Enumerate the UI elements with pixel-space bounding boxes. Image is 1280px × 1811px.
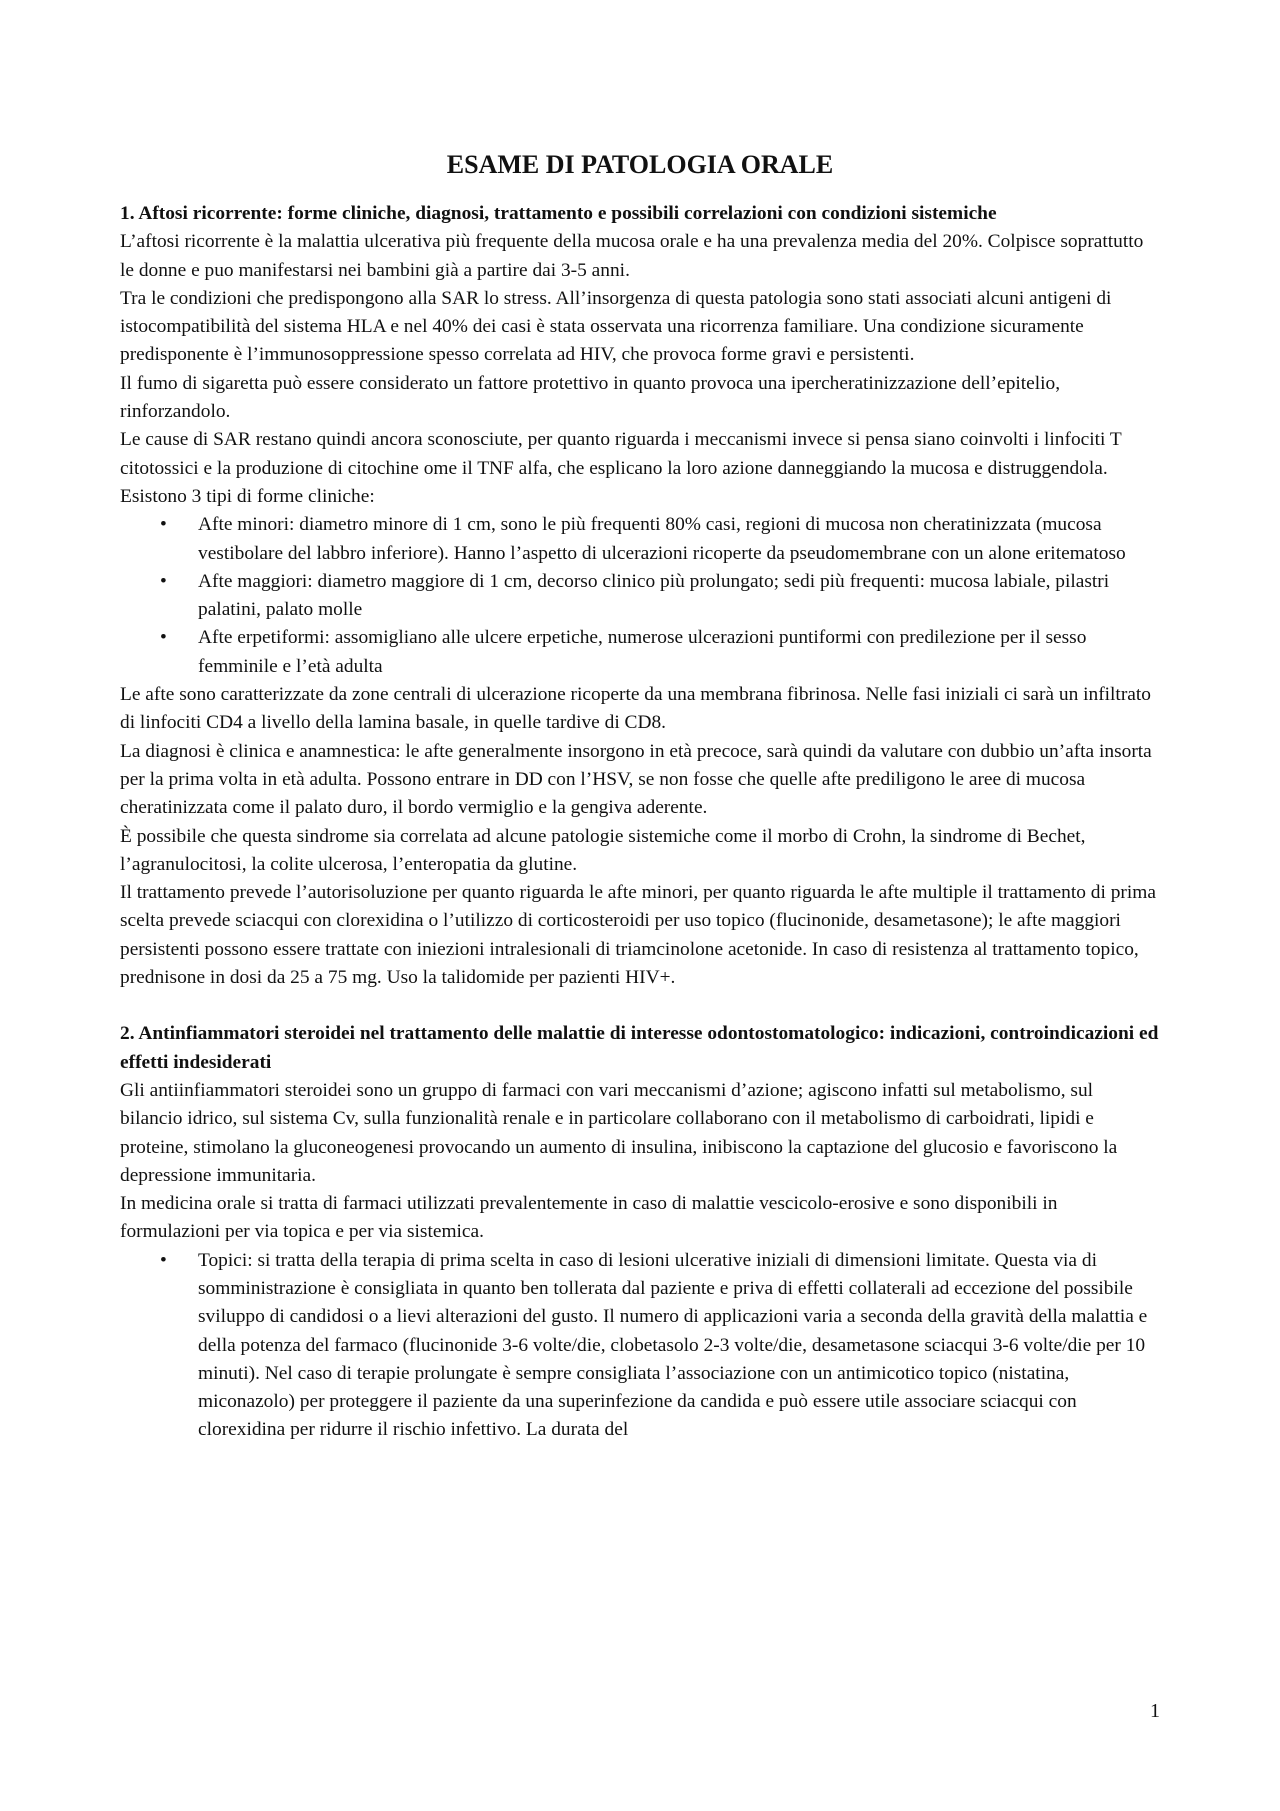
section-1-heading: 1. Aftosi ricorrente: forme cliniche, diagnosi, trattamento e possibili correlazioni con condizioni sistemiche	[120, 203, 997, 224]
section-1-paragraph: La diagnosi è clinica e anamnestica: le afte generalmente insorgono in età precoce, sarà quindi da valutare con dubbio un’afta insorta per la prima volta in età adulta. Possono entrare in DD con l’HSV, se non fosse che quelle afte prediligono le aree di mucosa cheratinizzata come il palato duro, il bordo vermiglio e la gengiva aderente.	[120, 740, 1152, 819]
section-1-paragraph: Le afte sono caratterizzate da zone centrali di ulcerazione ricoperte da una membrana fibrinosa. Nelle fasi iniziali ci sarà un infiltrato di linfociti CD4 a livello della lamina basale, in quelle tardive di CD8.	[120, 684, 1151, 734]
section-2-bullet-list	[120, 1247, 1160, 1445]
section-2-heading: 2. Antinfiammatori steroidei nel trattamento delle malattie di interesse odontostomatologico: indicazioni, controindicazioni ed effetti indesiderati	[120, 1023, 1159, 1073]
section-2-paragraph: Gli antiinfiammatori steroidei sono un gruppo di farmaci con vari meccanismi d’azione; agiscono infatti sul metabolismo, sul bilancio idrico, sul sistema Cv, sulla funzionalità renale e in particolare collaborano con il metabolismo di carboidrati, lipidi e proteine, stimolano la gluconeogenesi provocando un aumento di insulina, inibiscono la captazione del glucosio e favoriscono la depressione immunitaria.	[120, 1079, 1118, 1186]
page-number: 1	[1150, 1700, 1160, 1722]
section-1-paragraph: Le cause di SAR restano quindi ancora sconosciute, per quanto riguarda i meccanismi invece si pensa siano coinvolti i linfociti T citotossici e la produzione di citochine ome il TNF alfa, che esplicano la loro azione danneggiando la mucosa e distruggendola.	[120, 429, 1122, 479]
list-item: • Afte minori: diametro minore di 1 cm, sono le più frequenti 80% casi, regioni di mucosa non cheratinizzata (mucosa vestibolare del labbro inferiore). Hanno l’aspetto di ulcerazioni ricoperte da pseudomembrane con un alone eritematoso	[120, 511, 1160, 568]
section-1-paragraph: Il fumo di sigaretta può essere considerato un fattore protettivo in quanto provoca una ipercheratinizzazione dell’epitelio, rinforzandolo.	[120, 372, 1061, 423]
section-1-paragraph: L’aftosi ricorrente è la malattia ulcerativa più frequente della mucosa orale e ha una prevalenza media del 20%. Colpisce soprattutto le donne e puo manifestarsi nei bambini già a partire dai 3-5 anni.	[120, 231, 1144, 281]
list-item: • Afte maggiori: diametro maggiore di 1 cm, decorso clinico più prolungato; sedi più frequenti: mucosa labiale, pilastri palatini, palato molle	[120, 568, 1160, 625]
section-1-paragraph: Tra le condizioni che predispongono alla SAR lo stress. All’insorgenza di questa patologia sono stati associati alcuni antigeni di istocompatibilità del sistema HLA e nel 40% dei casi è stata osservata una ricorrenza familiare. Una condizione sicuramente predisponente è l’immunosoppressione spesso correlata ad HIV, che provoca forme gravi e persistenti.	[120, 287, 1112, 366]
section-1-paragraph: Il trattamento prevede l’autorisoluzione per quanto riguarda le afte minori, per quanto riguarda le afte multiple il trattamento di prima scelta prevede sciacqui con clorexidina o l’utilizzo di corticosteroidi per uso topico (flucinonide, desametasone); le afte maggiori persistenti possono essere trattate con iniezioni intralesionali di triamcinolone acetonide. In caso di resistenza al trattamento topico, prednisone in dosi da 25 a 75 mg. Uso la talidomide per pazienti HIV+.	[120, 882, 1156, 989]
list-item: • Topici: si tratta della terapia di prima scelta in caso di lesioni ulcerative iniziali di dimensioni limitate. Questa via di somministrazione è consigliata in quanto ben tollerata dal paziente e priva di effetti collaterali ad eccezione del possibile sviluppo di candidosi o a lievi alterazioni del gusto. Il numero di applicazioni varia a seconda della gravità della malattia e della potenza del farmaco (flucinonide 3-6 volte/die, clobetasolo 2-3 volte/die, desametasone sciacqui 3-6 volte/die per 10 minuti). Nel caso di terapie prolungate è sempre consigliata l’associazione con un antimicotico topico (nistatina, miconazolo) per proteggere il paziente da una superinfezione da candida e può essere utile associare sciacqui con clorexidina per ridurre il rischio infettivo. La durata del	[120, 1247, 1160, 1445]
document-page	[120, 148, 1160, 1445]
section-1-bullet-list	[120, 511, 1160, 681]
section-divider	[120, 992, 1160, 1020]
section-1-paragraph: È possibile che questa sindrome sia correlata ad alcune patologie sistemiche come il morbo di Crohn, la sindrome di Bechet, l’agranulocitosi, la colite ulcerosa, l’enteropatia da glutine.	[120, 825, 1086, 875]
page-title: ESAME DI PATOLOGIA ORALE	[446, 150, 834, 179]
section-2-paragraph: In medicina orale si tratta di farmaci utilizzati prevalentemente in caso di malattie vescicolo-erosive e sono disponibili in formulazioni per via topica e per via sistemica.	[120, 1193, 1058, 1243]
section-1-paragraph: Esistono 3 tipi di forme cliniche:	[120, 485, 375, 507]
list-item: • Afte erpetiformi: assomigliano alle ulcere erpetiche, numerose ulcerazioni puntiformi con predilezione per il sesso femminile e l’età adulta	[120, 624, 1160, 681]
